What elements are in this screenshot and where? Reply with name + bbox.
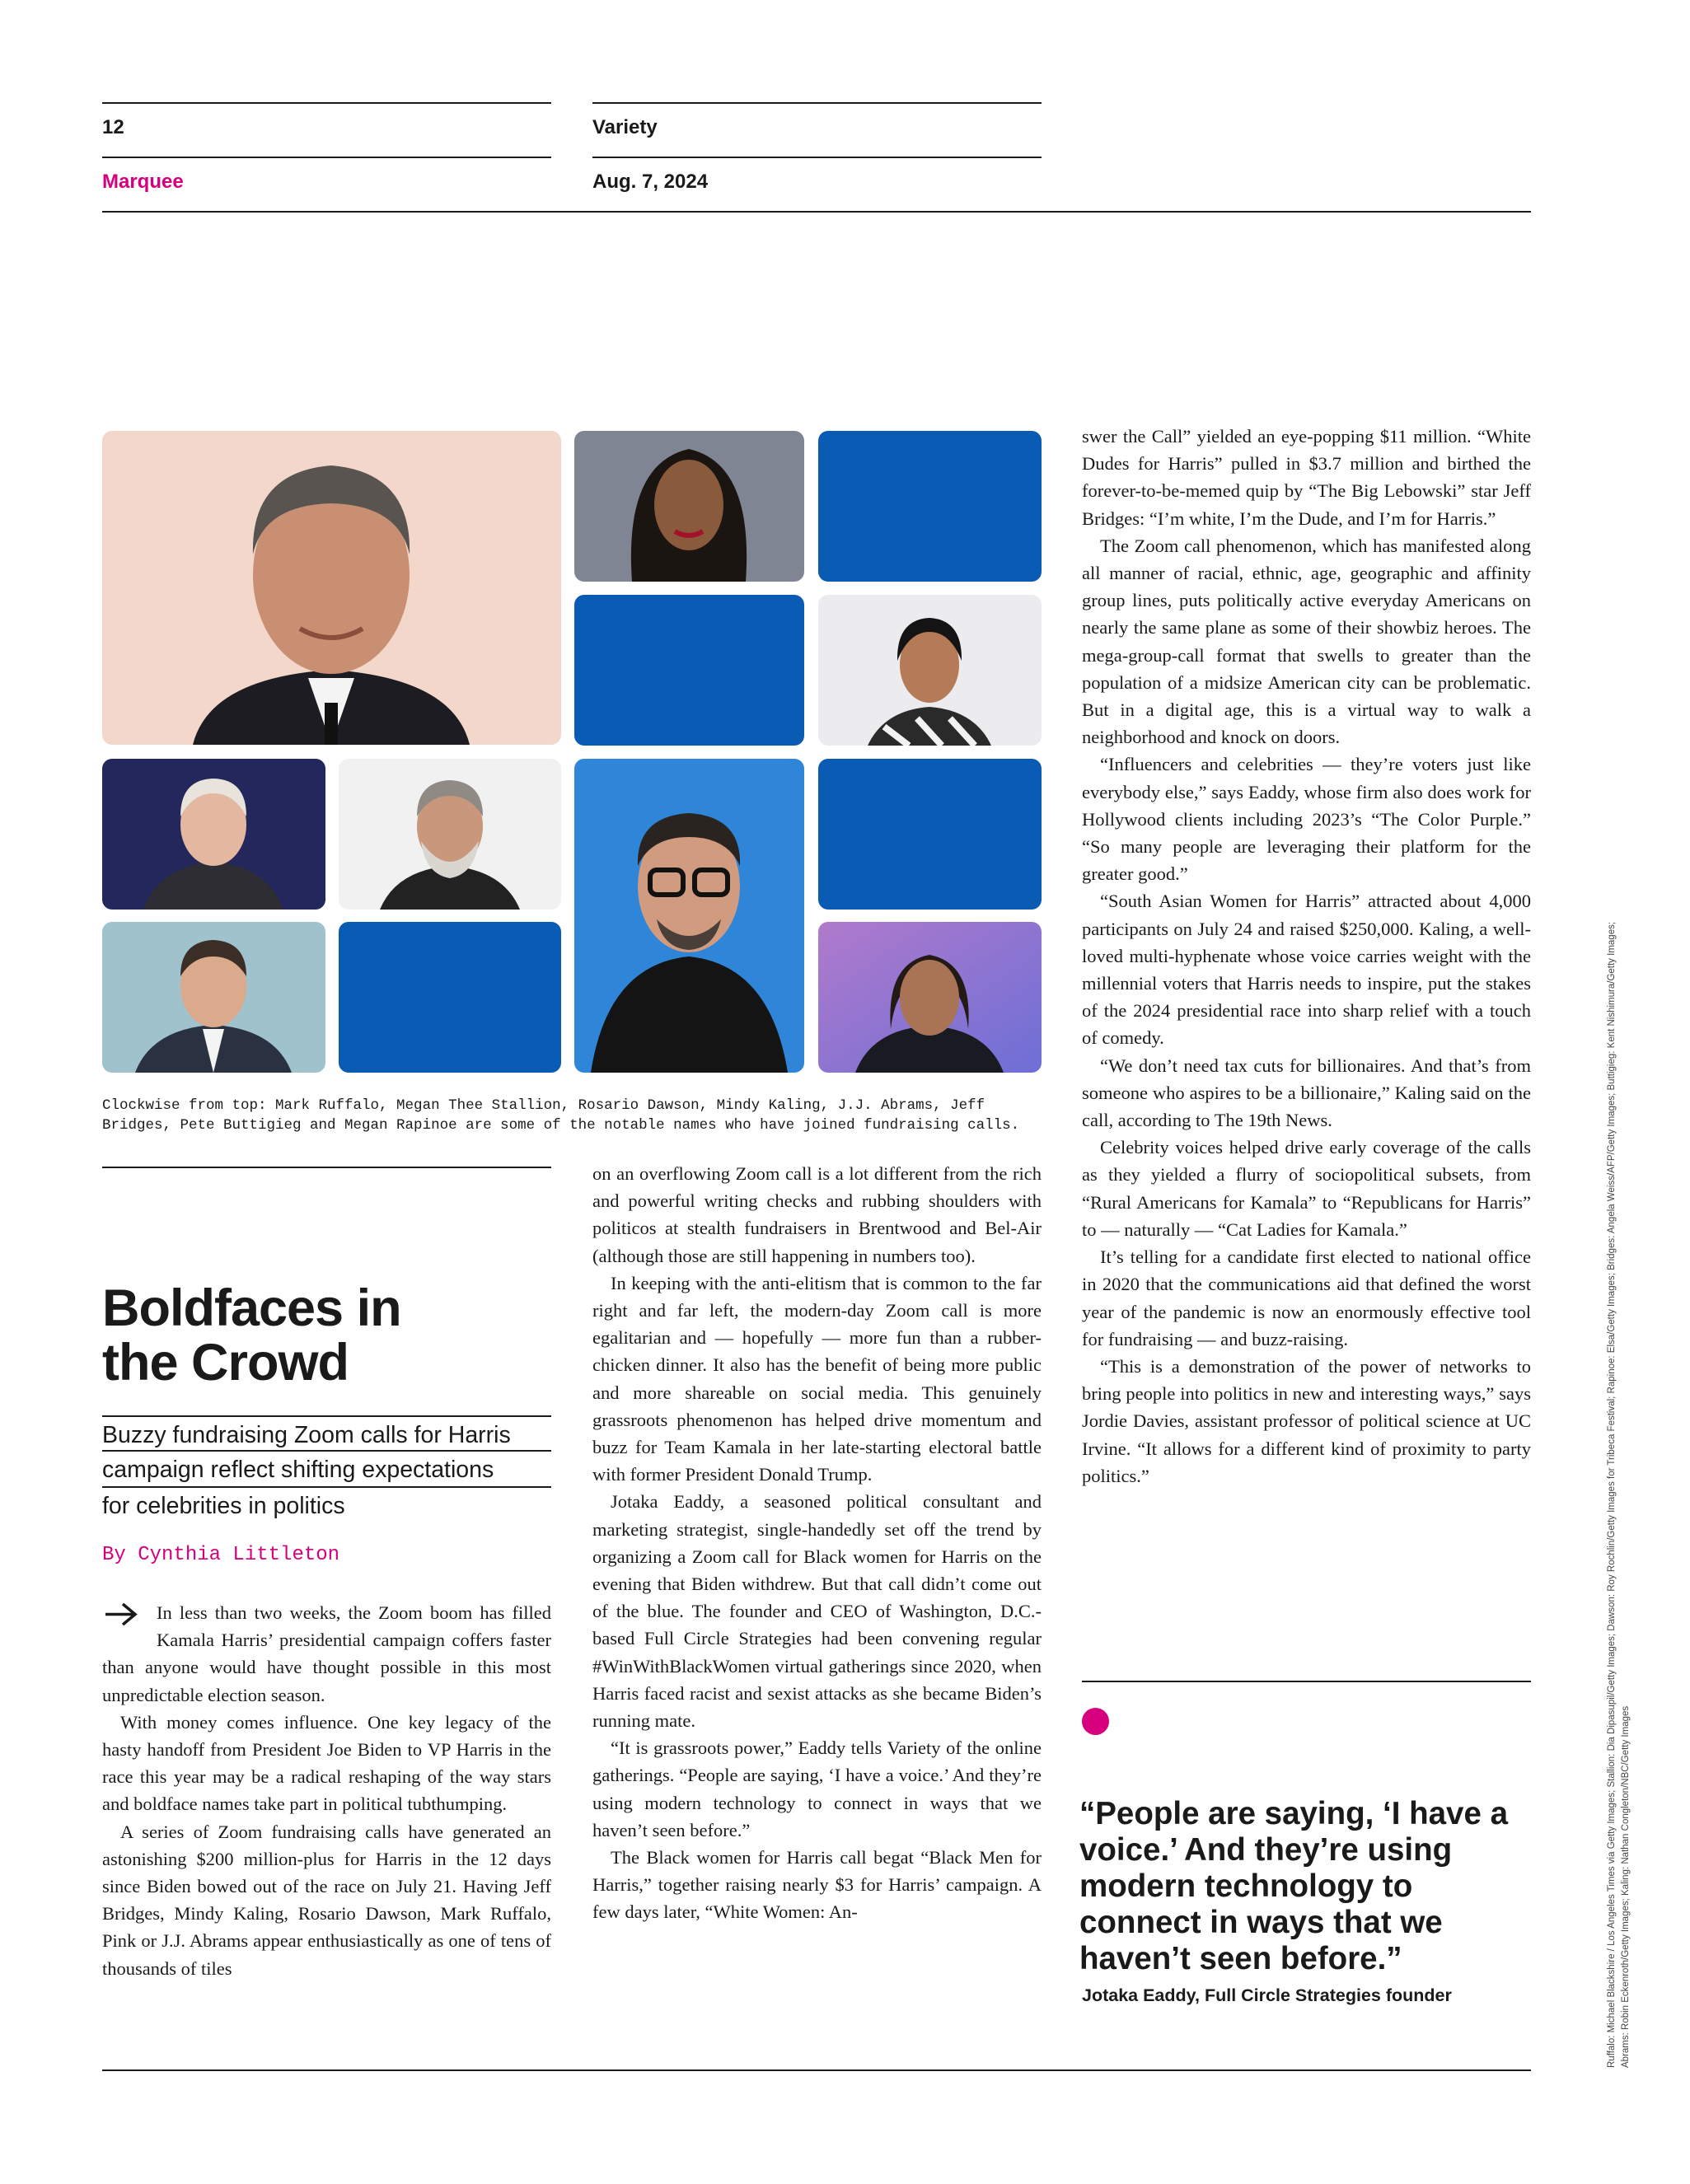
article-dek — [102, 1415, 551, 1524]
headline-line-2: the Crowd — [102, 1334, 349, 1391]
paragraph-text: In less than two weeks, the Zoom boom has filled Kamala Harris’ presidential campaign coffers faster than anyone would have thought possible in this most unpredictable election season. — [102, 1602, 551, 1705]
header-rule-left-mid — [102, 157, 551, 158]
header-rule-right-mid — [592, 157, 1042, 158]
header-rule-full — [102, 211, 1531, 213]
pull-quote: “People are saying, ‘I have a voice.’ And they’re using modern technology to connect in ways that we haven’t seen before.” — [1079, 1796, 1508, 1976]
issue-date: Aug. 7, 2024 — [592, 171, 709, 193]
arrow-right-icon — [102, 1601, 140, 1628]
paragraph: “South Asian Women for Harris” attracted about 4,000 participants on July 24 and raised $250,000. Kaling, a well-loved multi-hyphenate whose voice carries weight with the millennial voters that Harris needs to inspire, put the stakes of the 2024 presidential race into sharp relief with a touch of comedy. — [1082, 891, 1531, 1049]
photo-blue-tile-4 — [339, 922, 561, 1073]
article-column-2 — [592, 1160, 1042, 1926]
photo-blue-tile-3 — [818, 759, 1042, 910]
dek-line-3: for celebrities in politics — [102, 1493, 345, 1519]
photo-rosario-dawson — [818, 595, 1042, 746]
header-rule-left-top — [102, 102, 551, 104]
pull-quote-attribution: Jotaka Eaddy, Full Circle Strategies founder — [1082, 1985, 1452, 2005]
article-column-3 — [1082, 423, 1531, 1490]
paragraph: Celebrity voices helped drive early coverage of the calls as they yielded a flurry of sociopolitical subsets, from “Rural Americans for Kamala” to “Republicans for Harris” to — naturally — “Cat Ladies for Kamala.” — [1082, 1137, 1531, 1240]
paragraph: Jotaka Eaddy, a seasoned political consultant and marketing strategist, single-handedly set off the trend by organizing a Zoom call for Black women for Harris on the evening that Biden withdrew. But that call didn’t come out of the blue. The founder and CEO of Washington, D.C.-based Full Circle Strategies had been convening regular #WinWithBlackWomen virtual gatherings since 2020, when Harris faced racist and sexist attacks as she became Biden’s running mate. — [592, 1491, 1042, 1732]
article-column-1 — [102, 1599, 551, 1982]
publication-name: Variety — [592, 116, 658, 138]
paragraph: The Black women for Harris call begat “Black Men for Harris,” together raising nearly $3 for Harris’ campaign. A few days later, “White Women: An- — [592, 1847, 1042, 1923]
paragraph: “Influencers and celebrities — they’re voters just like everybody else,” says Eaddy, whose firm also does work for Hollywood clients including 2023’s “The Color Purple.” “So many people are leveraging their platform for the greater good.” — [1082, 754, 1531, 885]
photo-megan-rapinoe — [102, 759, 325, 910]
photo-jeff-bridges — [339, 759, 561, 910]
footer-rule — [102, 2069, 1531, 2071]
photo-mindy-kaling — [818, 922, 1042, 1073]
paragraph: With money comes influence. One key legacy of the hasty handoff from President Joe Biden to VP Harris in the race this year may be a radical reshaping of the way stars and boldface names take part in political tubthumping. — [102, 1711, 551, 1815]
pullquote-rule — [1082, 1681, 1531, 1682]
accent-dot-icon — [1082, 1708, 1109, 1735]
header-rule-right-top — [592, 102, 1042, 104]
photo-credits: Ruffalo: Michael Blackshire / Los Angeles Times via Getty Images; Stallion: Dia Dipasupil/Getty Images; Dawson: Roy Rochlin/Getty Images for Tribeca Festival; Rapinoe: Elsa/Getty Images; Bridges: Angela Weiss/AFP/Getty Images; Buttigieg: Kent Nishimura/Getty Images; Abrams: Robin Eckenroth/Getty Images; Kaling: Nathan Congleton/NBC/Getty Images — [1607, 921, 1631, 2068]
paragraph: The Zoom call phenomenon, which has manifested along all manner of racial, ethnic, age, geographic and affinity group lines, puts politically active everyday Americans on nearly the same plane as some of their showbiz heroes. The mega-group-call format that swells to greater than the population of a midsize American city can be problematic. But in a digital age, this is a virtual way to walk a neighborhood and knock on doors. — [1082, 535, 1531, 748]
dek-line-1: Buzzy fundraising Zoom calls for Harris — [102, 1415, 551, 1452]
photo-jj-abrams — [574, 759, 804, 1073]
photo-pete-buttigieg — [102, 922, 325, 1073]
photo-blue-tile-2 — [574, 595, 804, 746]
paragraph: on an overflowing Zoom call is a lot different from the rich and powerful writing checks and rubbing shoulders with politicos at stealth fundraisers in Brentwood and Bel-Air (although those are still happening in numbers too). — [592, 1163, 1042, 1266]
paragraph: It’s telling for a candidate first elected to national office in 2020 that the communications aid that defined the worst year of the pandemic is now an enormously effective tool for fundraising — and buzz-raising. — [1082, 1246, 1531, 1349]
byline: By Cynthia Littleton — [102, 1544, 340, 1566]
page-number: 12 — [102, 116, 124, 138]
paragraph: In keeping with the anti-elitism that is common to the far right and far left, the modern-day Zoom call is more egalitarian and — hopefully — more fun than a rubber-chicken dinner. It also has the benefit of being more public and more shareable on social media. This genuinely grassroots phenomenon has helped drive momentum and buzz for Team Kamala in her late-starting electoral battle with former President Donald Trump. — [592, 1272, 1042, 1485]
photo-blue-tile-1 — [818, 431, 1042, 582]
dek-line-2: campaign reflect shifting expectations — [102, 1452, 551, 1488]
headline-rule — [102, 1167, 551, 1168]
paragraph: “This is a demonstration of the power of networks to bring people into politics in new and interesting ways,” says Jordie Davies, assistant professor of political science at UC Irvine. “It allows for a different kind of proximity to party politics.” — [1082, 1355, 1531, 1486]
paragraph: “We don’t need tax cuts for billionaires. And that’s from someone who aspires to be a billionaire,” Kaling said on the call, according to The 19th News. — [1082, 1055, 1531, 1131]
photo-mark-ruffalo — [102, 431, 561, 745]
paragraph: A series of Zoom fundraising calls have generated an astonishing $200 million-plus for Harris in the 12 days since Biden bowed out of the race on July 21. Having Jeff Bridges, Mindy Kaling, Rosario Dawson, Mark Ruffalo, Pink or J.J. Abrams appear enthusiastically as one of tens of thousands of tiles — [102, 1821, 551, 1979]
photo-megan-thee-stallion — [574, 431, 804, 582]
paragraph: swer the Call” yielded an eye-popping $11 million. “White Dudes for Harris” pulled in $3.7 million and birthed the forever-to-be-memed quip by “The Big Lebowski” star Jeff Bridges: “I’m white, I’m the Dude, and I’m for Harris.” — [1082, 426, 1531, 529]
section-label: Marquee — [102, 171, 184, 193]
headline-line-1: Boldfaces in — [102, 1279, 401, 1337]
paragraph — [102, 1599, 551, 1709]
photo-caption: Clockwise from top: Mark Ruffalo, Megan Thee Stallion, Rosario Dawson, Mindy Kaling, J.J. Abrams, Jeff Bridges, Pete Buttigieg and Megan Rapinoe are some of the notable names who have joined fundraising calls. — [102, 1097, 1020, 1134]
article-headline — [102, 1281, 564, 1390]
paragraph: “It is grassroots power,” Eaddy tells Variety of the online gatherings. “People are saying, ‘I have a voice.’ And they’re using modern technology to connect in ways that we haven’t seen before.” — [592, 1737, 1042, 1840]
